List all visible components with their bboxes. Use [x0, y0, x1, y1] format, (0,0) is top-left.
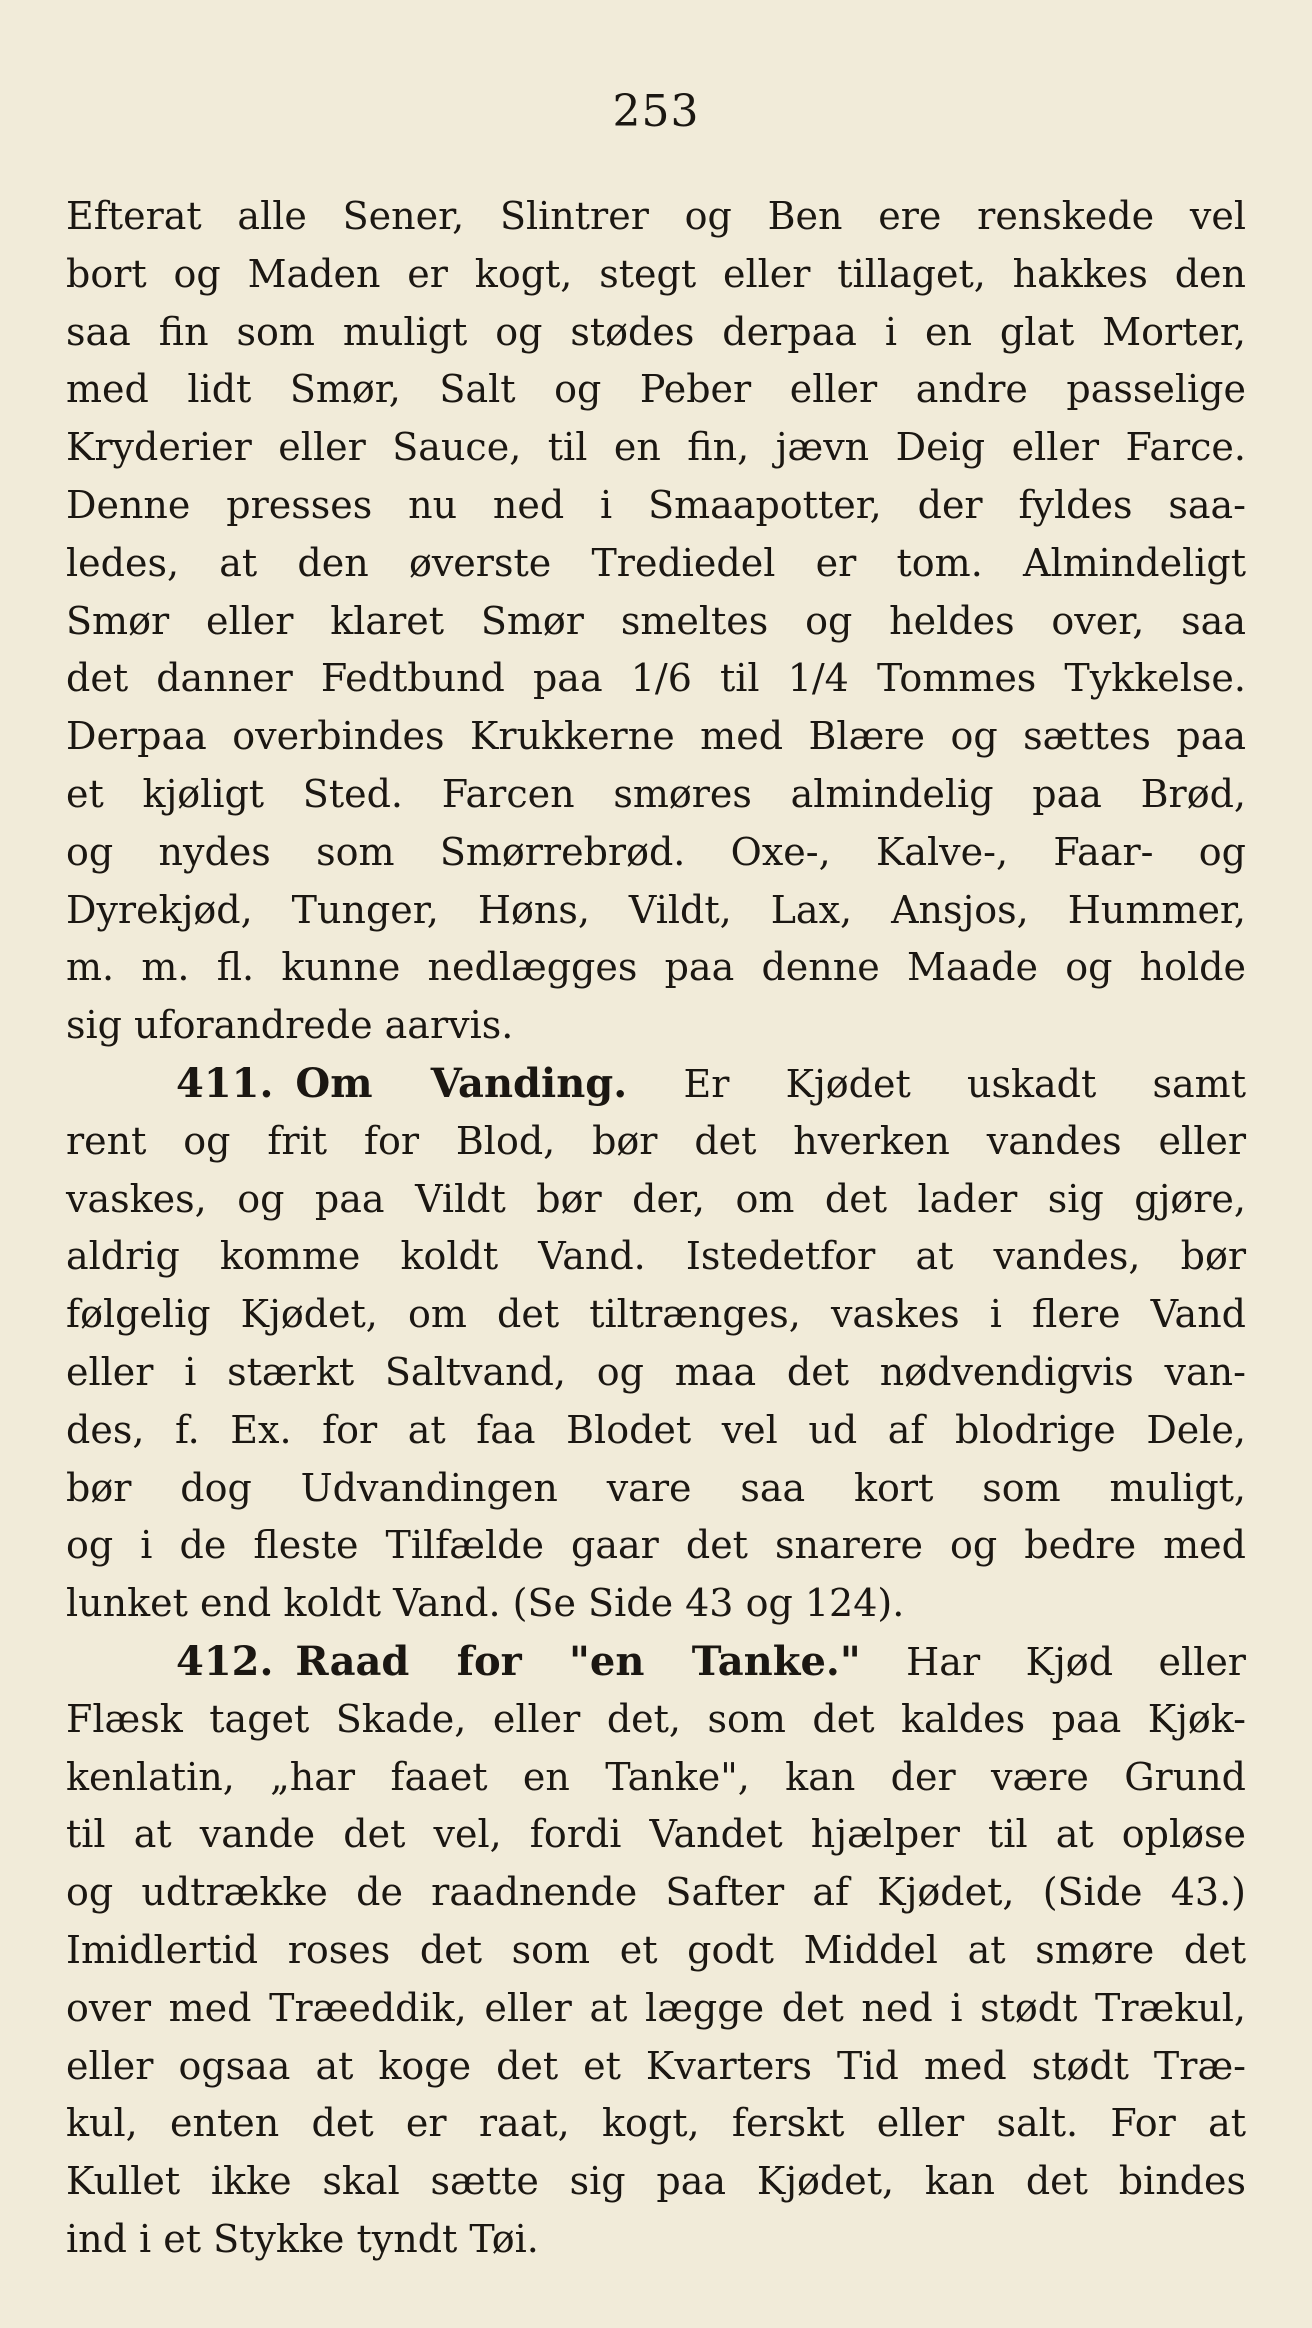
line-text: kul, enten det er raat, kogt, ferskt eller salt. For at — [66, 2101, 1246, 2146]
line-text: et kjøligt Sted. Farcen smøres almindelig paa Brød, — [66, 771, 1246, 816]
line-text: til at vande det vel, fordi Vandet hjælper til at opløse — [66, 1812, 1246, 1857]
text-line — [66, 1922, 1246, 1980]
text-line — [66, 2211, 1246, 2269]
line-text: ind i et Stykke tyndt Tøi. — [66, 2216, 539, 2261]
line-text: bør dog Udvandingen vare saa kort som muligt, — [66, 1465, 1246, 1510]
text-line — [66, 2153, 1246, 2211]
line-text: eller i stærkt Saltvand, og maa det nødvendigvis van- — [66, 1349, 1246, 1394]
text-line — [66, 824, 1246, 882]
line-text: vaskes, og paa Vildt bør der, om det lader sig gjøre, — [66, 1176, 1246, 1221]
text-line — [66, 188, 1246, 246]
text-line — [66, 939, 1246, 997]
text-line — [66, 593, 1246, 651]
body-text — [66, 188, 1246, 2269]
text-line — [66, 419, 1246, 477]
line-text: aldrig komme koldt Vand. Istedetfor at vandes, bør — [66, 1234, 1246, 1279]
line-text: Imidlertid roses det som et godt Middel at smøre det — [66, 1927, 1246, 1972]
text-line — [66, 361, 1246, 419]
text-line — [66, 650, 1246, 708]
section-title: Raad for "en Tanke." — [295, 1637, 861, 1685]
text-line — [66, 997, 1246, 1055]
text-line — [66, 1691, 1246, 1749]
line-text: saa fin som muligt og stødes derpaa i en glat Morter, — [66, 309, 1246, 354]
line-text: Smør eller klaret Smør smeltes og heldes over, saa — [66, 598, 1246, 643]
line-text: bort og Maden er kogt, stegt eller tillaget, hakkes den — [66, 251, 1246, 296]
line-text: m. m. fl. kunne nedlægges paa denne Maade og holde — [66, 945, 1246, 990]
page-number: 253 — [612, 86, 700, 137]
text-line — [66, 1344, 1246, 1402]
line-text: følgelig Kjødet, om det tiltrænges, vaskes i flere Vand — [66, 1292, 1246, 1337]
line-text: lunket end koldt Vand. (Se Side 43 og 124). — [66, 1581, 905, 1626]
section-number: 411. — [176, 1059, 274, 1107]
line-text: ledes, at den øverste Trediedel er tom. Almindeligt — [66, 540, 1246, 585]
text-line — [66, 2095, 1246, 2153]
line-text: Er Kjødet uskadt samt — [683, 1061, 1246, 1106]
text-line — [66, 708, 1246, 766]
line-text: Kryderier eller Sauce, til en fin, jævn Deig eller Farce. — [66, 425, 1246, 470]
text-line — [66, 1806, 1246, 1864]
text-line — [66, 2038, 1246, 2096]
text-line — [66, 535, 1246, 593]
line-text: sig uforandrede aarvis. — [66, 1003, 514, 1048]
line-text: Efterat alle Sener, Slintrer og Ben ere renskede vel — [66, 194, 1246, 238]
line-text: Derpaa overbindes Krukkerne med Blære og sættes paa — [66, 714, 1246, 759]
line-text: Denne presses nu ned i Smaapotter, der fyldes saa- — [66, 482, 1246, 527]
section-number: 412. — [176, 1637, 274, 1685]
text-line — [66, 766, 1246, 824]
text-line — [66, 477, 1246, 535]
text-line — [66, 1460, 1246, 1518]
text-line — [66, 1517, 1246, 1575]
text-line — [66, 1864, 1246, 1922]
line-text: og i de fleste Tilfælde gaar det snarere og bedre med — [66, 1523, 1246, 1568]
text-line — [66, 1171, 1246, 1229]
line-text: det danner Fedtbund paa 1/6 til 1/4 Tommes Tykkelse. — [66, 656, 1246, 701]
line-text: Dyrekjød, Tunger, Høns, Vildt, Lax, Ansjos, Hummer, — [66, 887, 1246, 932]
text-line — [66, 1113, 1246, 1171]
line-text: kenlatin, „har faaet en Tanke", kan der være Grund — [66, 1754, 1246, 1799]
text-line — [66, 1749, 1246, 1807]
text-line — [66, 1402, 1246, 1460]
line-text: og udtrække de raadnende Safter af Kjødet, (Side 43.) — [66, 1870, 1246, 1915]
text-line — [66, 1980, 1246, 2038]
line-text: og nydes som Smørrebrød. Oxe-, Kalve-, Faar- og — [66, 829, 1246, 874]
line-text: over med Træeddik, eller at lægge det ned i stødt Trækul, — [66, 1985, 1246, 2030]
text-line — [66, 1575, 1246, 1633]
line-text: Kullet ikke skal sætte sig paa Kjødet, kan det bindes — [66, 2159, 1246, 2204]
section-heading-line — [66, 1633, 1246, 1691]
text-line — [66, 1286, 1246, 1344]
line-text: Har Kjød eller — [906, 1639, 1246, 1684]
line-text: des, f. Ex. for at faa Blodet vel ud af blodrige Dele, — [66, 1407, 1246, 1452]
line-text: eller ogsaa at koge det et Kvarters Tid med stødt Træ- — [66, 2043, 1246, 2088]
section-title: Om Vanding. — [295, 1059, 628, 1107]
text-line — [66, 246, 1246, 304]
line-text: Flæsk taget Skade, eller det, som det kaldes paa Kjøk- — [66, 1696, 1246, 1741]
line-text: med lidt Smør, Salt og Peber eller andre passelige — [66, 367, 1246, 412]
text-line — [66, 1228, 1246, 1286]
line-text: rent og frit for Blod, bør det hverken vandes eller — [66, 1118, 1246, 1163]
section-heading-line — [66, 1055, 1246, 1113]
text-line — [66, 882, 1246, 940]
text-line — [66, 304, 1246, 362]
